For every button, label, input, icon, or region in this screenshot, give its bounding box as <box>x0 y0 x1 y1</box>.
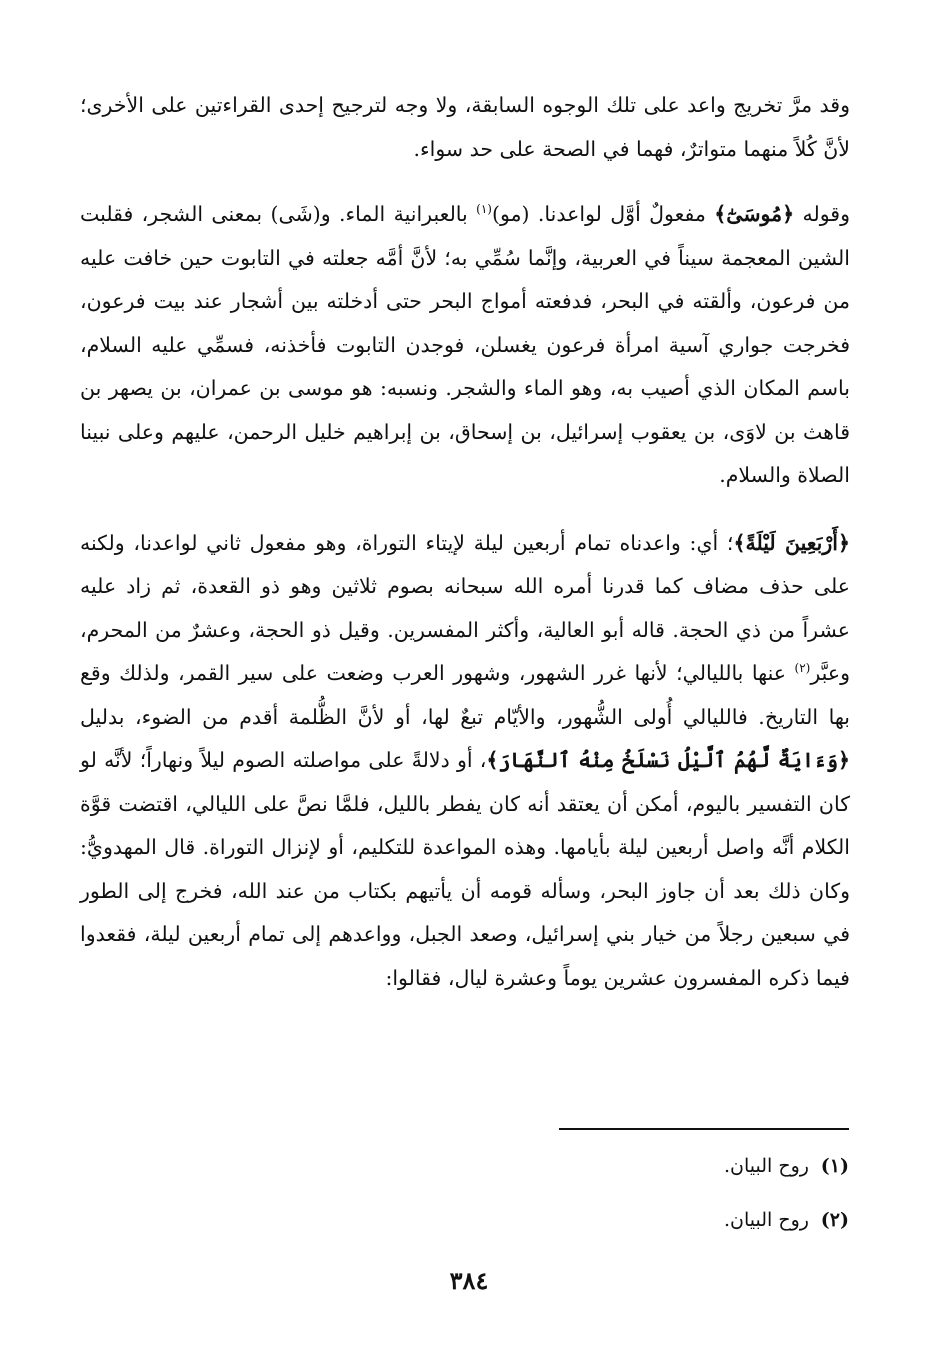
footnote-text: روح البيان. <box>724 1155 809 1177</box>
footnote-number: (١) <box>820 1155 849 1177</box>
footnotes <box>89 1146 849 1254</box>
footnote-2 <box>89 1200 849 1240</box>
paragraph-3-text-a: ؛ أي: واعدناه تمام أربعين ليلة لإيتاء التوراة، وهو مفعول ثاني لواعدنا، ولكنه على حذف مضاف كما قدرنا أمره الله سبحانه بصوم ثلاثين وهو ذو القعدة، ثم زاد عليه عشراً من ذي الحجة. قاله أبو العالية، وأكثر المفسرين. وقيل ذو الحجة، وعشرٌ من المحرم، وعبَّر <box>80 530 850 685</box>
footnote-number: (٢) <box>820 1209 849 1231</box>
paragraph-2-text-b: بالعبرانية الماء. و(شَى) بمعنى الشجر، فقلبت الشين المعجمة سيناً في العربية، وإنَّما سُمِّي به؛ لأنَّ أمَّه جعلته في التابوت حين خافت عليه من فرعون، وألقته في البحر، فدفعته أمواج البحر حتى أدخلته بين أشجار عند بيت فرعون، فخرجت جواري آسية امرأة فرعون يغسلن، فوجدن التابوت فأخذنه، فسمِّي عليه السلام، باسم المكان الذي أصيب به، وهو الماء والشجر. ونسبه: هو موسى بن عمران، بن يصهر بن قاهث بن لاوَى، بن يعقوب إسرائيل، بن إسحاق، بن إبراهيم خليل الرحمن، عليهم وعلى نبينا الصلاة والسلام. <box>80 202 850 487</box>
footnote-divider <box>559 1128 849 1130</box>
footnote-ref-2[interactable]: (٢) <box>794 661 811 676</box>
quran-quote-ayah: ﴿وَءَايَةٌ لَّهُمُ ٱلَّيْلُ نَسْلَخُ مِنْهُ ٱلنَّهَارَ﴾ <box>486 748 850 772</box>
paragraph-3-text-b: عنها بالليالي؛ لأنها غرر الشهور، وشهور العرب وضعت على سير القمر، ولذلك وقع بها التاريخ. فالليالي أُولى الشُّهور، والأيّام تبعٌ لها، أو لأنَّ الظُّلمة أقدم من الضوء، بدليل <box>80 661 850 729</box>
footnote-1 <box>89 1146 849 1186</box>
paragraph-2 <box>80 193 850 498</box>
paragraph-1 <box>80 84 850 171</box>
paragraph-1-text: وقد مرَّ تخريج واعد على تلك الوجوه السابقة، ولا وجه لترجيح إحدى القراءتين على الأخرى؛ لأنَّ كُلاً منهما متواترٌ، فهما في الصحة على حد سواء. <box>80 93 850 161</box>
quran-quote-musa: ﴿مُوسَىٰٓ﴾ <box>714 202 795 226</box>
footnote-ref-1[interactable]: (١) <box>476 202 492 217</box>
paragraph-3-text-c: ، أو دلالةً على مواصلته الصوم ليلاً ونهاراً؛ لأنَّه لو كان التفسير باليوم، أمكن أن يعتقد أنه كان يفطر بالليل، فلمَّا نصَّ على الليالي، اقتضت قوَّة الكلام أنَّه واصل أربعين ليلة بأيامها. وهذه المواعدة للتكليم، أو لإنزال التوراة. قال المهدويُّ: وكان ذلك بعد أن جاوز البحر، وسأله قومه أن يأتيهم بكتاب من عند الله، فخرج إلى الطور في سبعين رجلاً من خيار بني إسرائيل، وصعد الجبل، وواعدهم إلى تمام أربعين ليلة، فقعدوا فيما ذكره المفسرون عشرين يوماً وعشرة ليال، فقالوا: <box>80 748 850 990</box>
page-number: ٣٨٤ <box>449 1266 489 1295</box>
paragraph-2-intro: وقوله <box>794 202 851 226</box>
footnote-text: روح البيان. <box>724 1209 809 1231</box>
paragraph-3 <box>80 522 850 1001</box>
quran-quote-arbaeen: ﴿أَرْبَعِينَ لَيْلَةً﴾ <box>733 530 850 555</box>
paragraph-2-text-a: مفعولٌ أوَّل لواعدنا. (مو) <box>491 202 715 226</box>
